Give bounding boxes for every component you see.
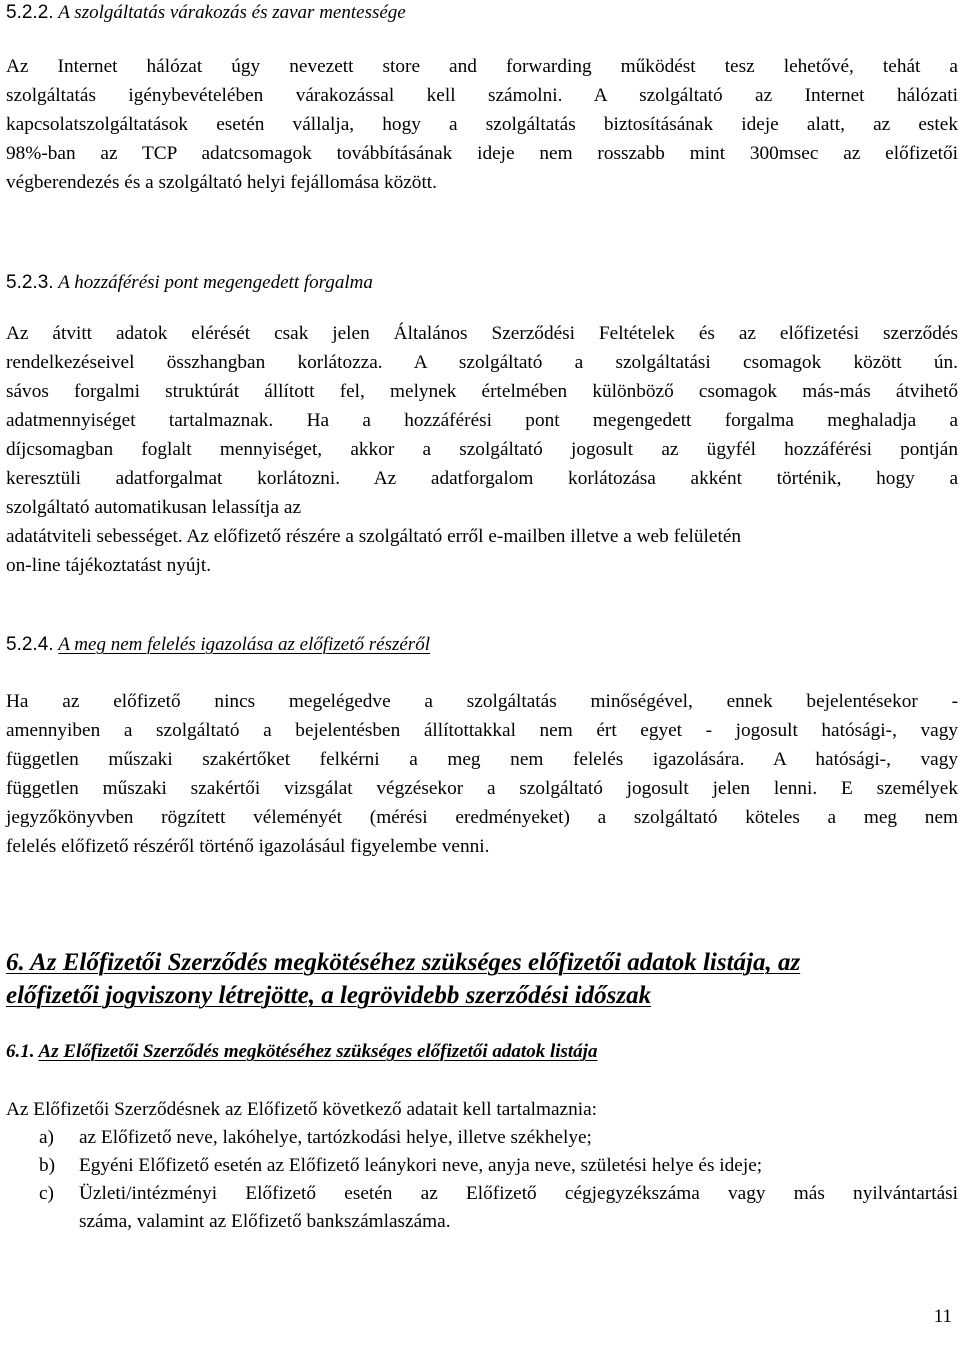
text-line: 98%-ban az TCP adatcsomagok továbbításának ideje nem rosszabb mint 300msec az előfizetői <box>6 143 958 164</box>
text-line: on-line tájékoztatást nyújt. <box>6 555 212 576</box>
text-line: szolgáltató automatikusan lelassítja az <box>6 497 302 518</box>
list-marker: b) <box>39 1155 56 1176</box>
section-title: A szolgáltatás várakozás és zavar mentessége <box>58 2 406 23</box>
section-number: 6.1. <box>6 1041 35 1062</box>
data-list <box>6 1096 958 1236</box>
list-item-text: száma, valamint az Előfizető bankszámlaszáma. <box>79 1211 451 1232</box>
text-line: Ha az előfizető nincs megelégedve a szolgáltatás minőségével, ennek bejelentésekor - <box>6 691 958 712</box>
section-number: 5.2.3. <box>6 272 54 293</box>
list-item <box>6 1180 958 1236</box>
text-line: amennyiben a szolgáltató a bejelentésben állítottakkal nem ért egyet - jogosult hatósági-, vagy <box>6 720 958 741</box>
chapter-title-line: 6. Az Előfizetői Szerződés megkötéséhez szükséges előfizetői adatok listája, az <box>6 949 801 976</box>
text-line: kapcsolatszolgáltatások esetén vállalja, hogy a szolgáltatás biztosításának ideje alatt, az estek <box>6 114 958 135</box>
text-line: Az átvitt adatok elérését csak jelen Általános Szerződési Feltételek és az előfizetési szerződés <box>6 323 958 344</box>
text-line: felelés előfizető részéről történő igazolásául figyelembe venni. <box>6 836 490 857</box>
list-item-text: az Előfizető neve, lakóhelye, tartózkodási helye, illetve székhelye; <box>79 1127 592 1148</box>
section-heading-5-2-2 <box>6 2 406 24</box>
section-title: A hozzáférési pont megengedett forgalma <box>58 272 373 293</box>
list-marker: c) <box>39 1183 54 1204</box>
section-heading-5-2-4 <box>6 634 430 656</box>
paragraph-5-2-2 <box>6 52 958 197</box>
text-line: független műszaki szakértőket felkérni a meg nem felelés igazolására. A hatósági-, vagy <box>6 749 958 770</box>
section-title: A meg nem felelés igazolása az előfizető részéről <box>58 634 430 655</box>
chapter-title-line: előfizetői jogviszony létrejötte, a legrövidebb szerződési időszak <box>6 982 652 1009</box>
section-number: 5.2.4. <box>6 634 54 655</box>
text-line: független műszaki szakértői vizsgálat végzésekor a szolgáltató jogosult jelen lenni. E személyek <box>6 778 958 799</box>
list-intro: Az Előfizetői Szerződésnek az Előfizető következő adatait kell tartalmaznia: <box>6 1099 598 1120</box>
paragraph-5-2-3 <box>6 319 958 580</box>
section-title: Az Előfizetői Szerződés megkötéséhez szükséges előfizetői adatok listája <box>38 1041 598 1062</box>
list-marker: a) <box>39 1127 54 1148</box>
chapter-heading-6 <box>6 946 958 1012</box>
text-line: Az Internet hálózat úgy nevezett store and forwarding működést tesz lehetővé, tehát a <box>6 56 958 77</box>
list-item <box>6 1152 958 1180</box>
text-line: szolgáltatás igénybevételében várakozással kell számolni. A szolgáltató az Internet hálózati <box>6 85 958 106</box>
section-heading-6-1 <box>6 1041 597 1063</box>
text-line: rendelkezéseivel összhangban korlátozza. A szolgáltató a szolgáltatási csomagok között ún. <box>6 352 958 373</box>
list-item-text: Egyéni Előfizető esetén az Előfizető leánykori neve, anyja neve, születési helye és ideje; <box>79 1155 763 1176</box>
text-line: adatmennyiséget tartalmaznak. Ha a hozzáférési pont megengedett forgalma meghaladja a <box>6 410 958 431</box>
list-item <box>6 1124 958 1152</box>
page-number: 11 <box>933 1306 952 1327</box>
text-line: sávos forgalmi struktúrát állított fel, melynek értelmében különböző csomagok más-más átvihető <box>6 381 958 402</box>
list-item-text: Üzleti/intézményi Előfizető esetén az Előfizető cégjegyzékszáma vagy más nyilvántartási <box>79 1183 958 1204</box>
text-line: végberendezés és a szolgáltató helyi fejállomása között. <box>6 172 437 193</box>
text-line: keresztüli adatforgalmat korlátozni. Az adatforgalom korlátozása akként történik, hogy a <box>6 468 958 489</box>
text-line: adatátviteli sebességet. Az előfizető részére a szolgáltató erről e-mailben illetve a web felületén <box>6 526 742 547</box>
text-line: díjcsomagban foglalt mennyiséget, akkor a szolgáltató jogosult az ügyfél hozzáférési pontján <box>6 439 958 460</box>
text-line: jegyzőkönyvben rögzített véleményét (mérési eredményeket) a szolgáltató köteles a meg nem <box>6 807 958 828</box>
section-number: 5.2.2. <box>6 2 54 23</box>
section-heading-5-2-3 <box>6 272 373 294</box>
paragraph-5-2-4 <box>6 687 958 861</box>
